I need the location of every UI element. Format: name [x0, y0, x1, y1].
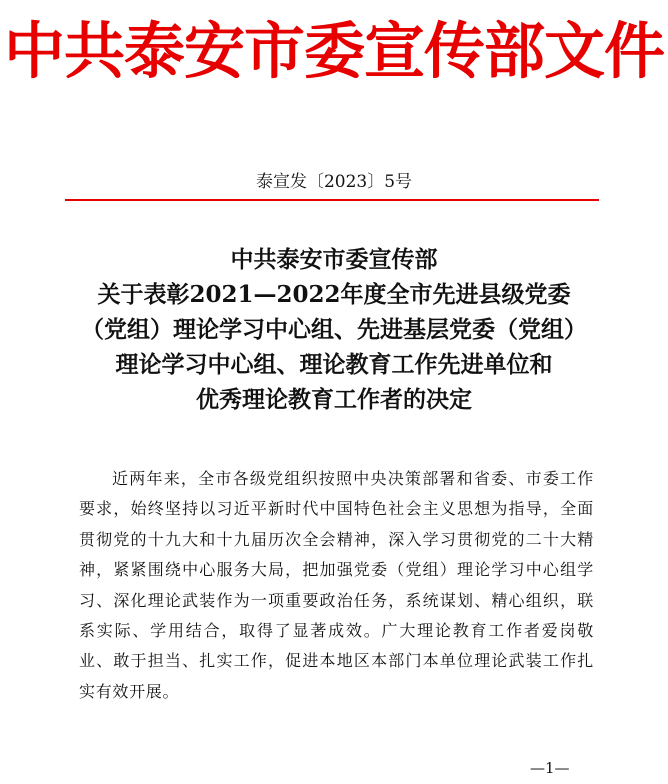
title-line: 中共泰安市委宣传部 [230, 246, 438, 273]
document-number: 泰宣发〔2023〕5号 [255, 172, 413, 192]
body-paragraph: 近两年来，全市各级党组织按照中央决策部署和省委、市委工作要求，始终坚持以习近平新时代中国特色社会主义思想为指导，全面贯彻党的十九大和十九届历次全会精神，深入学习贯彻党的二十大精神，紧紧围绕中心服务大局，把加强党委（党组）理论学习中心组学习、深化理论武装作为一项重要政治任务，系统谋划、精心组织，联系实际、学用结合，取得了显著成效。广大理论教育工作者爱岗敬业、敢于担当、扎实工作，促进本地区本部门本单位理论武装工作扎实有效开展。 [79, 469, 594, 701]
title-line: （党组）理论学习中心组、先进基层党委（党组） [81, 316, 587, 343]
title-line: 优秀理论教育工作者的决定 [196, 386, 472, 413]
document-masthead: 中共泰安市委宣传部文件 [3, 16, 664, 87]
page-number: —1— [530, 759, 570, 777]
title-line: 关于表彰2021—2022年度全市先进县级党委 [97, 281, 571, 308]
title-line: 理论学习中心组、理论教育工作先进单位和 [115, 351, 553, 378]
document-title [30, 242, 638, 417]
red-divider-line [65, 199, 599, 201]
